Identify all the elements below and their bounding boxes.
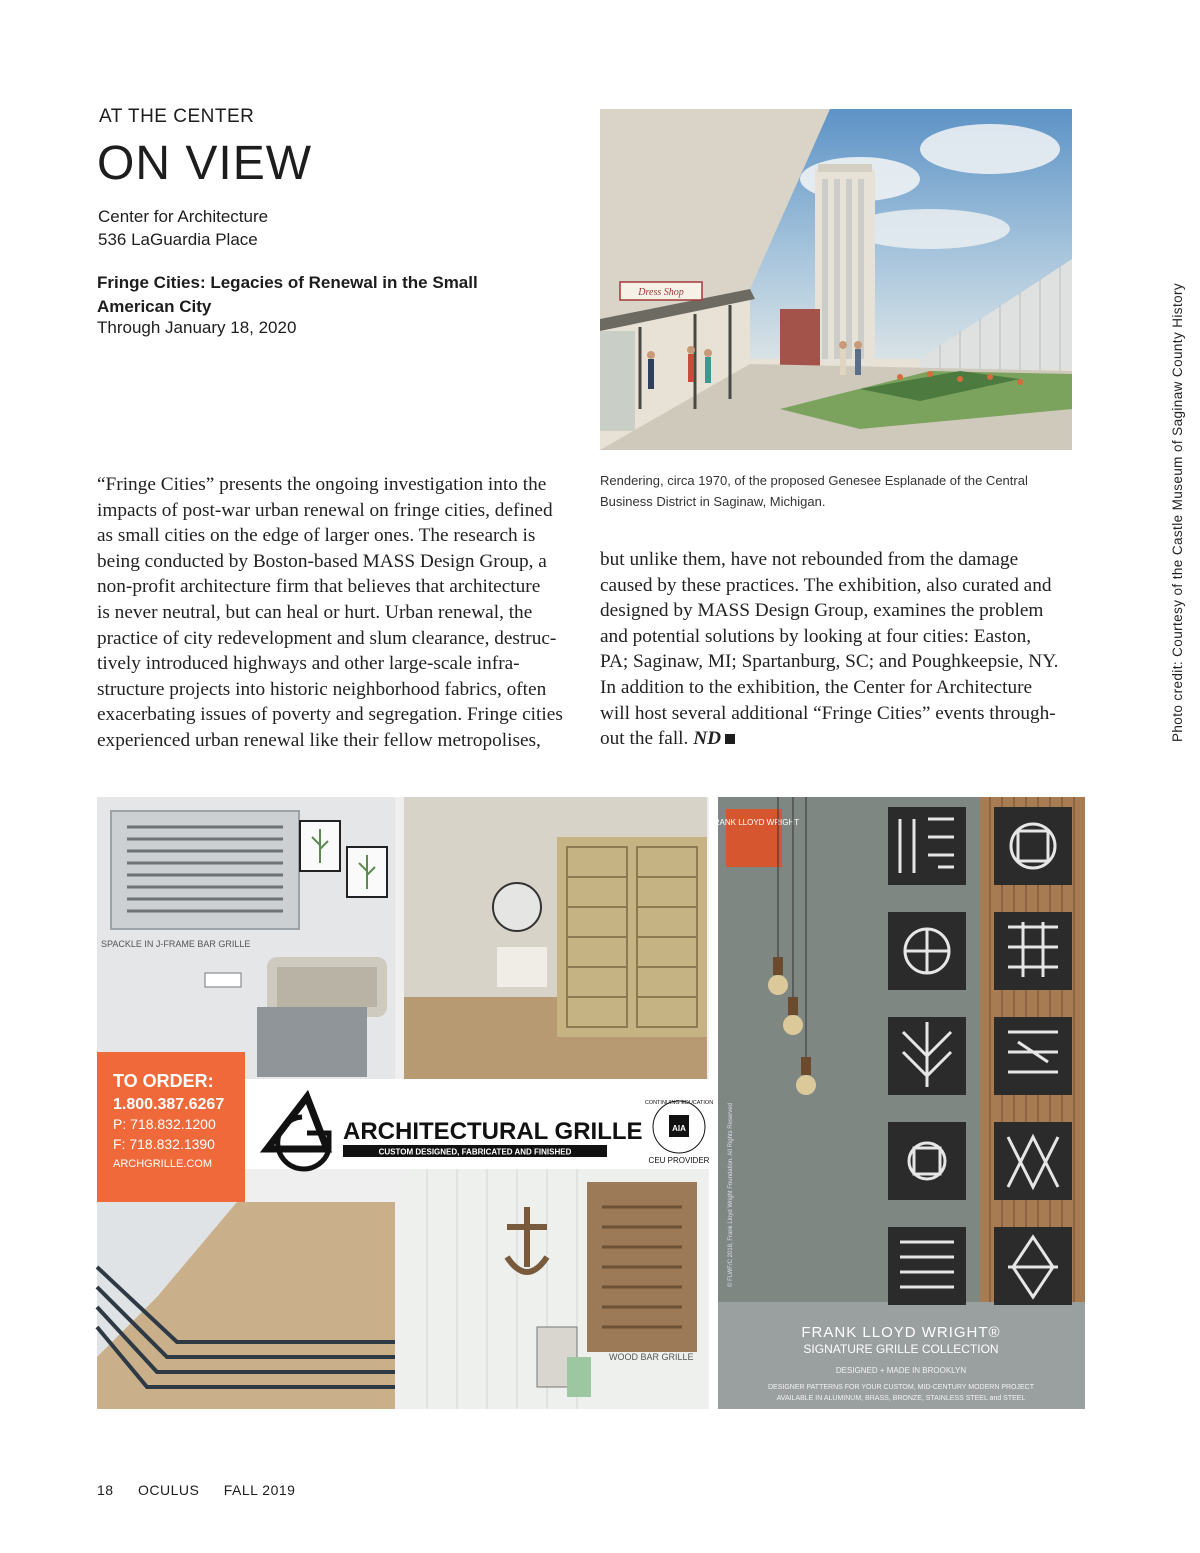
article-line: impacts of post-war urban renewal on fringe cities, defined [97, 499, 553, 521]
order-phone-main: 1.800.387.6267 [113, 1096, 225, 1113]
flw-grille-ad [708, 797, 1085, 1409]
wood-grille-label: WOOD BAR GRILLE [609, 1352, 694, 1362]
article-line: exacerbating issues of poverty and segregation. Fringe cities [97, 704, 563, 726]
rendering-photo [600, 109, 1072, 450]
venue-name: Center for Architecture [98, 207, 269, 226]
photo-credit: Photo credit: Courtesy of the Castle Museum of Saginaw County History [1170, 282, 1185, 742]
section-kicker: AT THE CENTER [99, 106, 255, 127]
brand-tagline: CUSTOM DESIGNED, FABRICATED AND FINISHED [378, 1147, 572, 1157]
exhibit-dates: Through January 18, 2020 [97, 318, 297, 337]
order-fax: F: 718.832.1390 [113, 1136, 215, 1152]
page-number: 18 [97, 1482, 114, 1498]
article-line: designed by MASS Design Group, examines the problem [600, 600, 1044, 622]
shop-sign-text: Dress Shop [638, 287, 684, 298]
article-line: structure projects into historic neighborhood fabrics, often [97, 678, 547, 700]
article-column-1 [97, 472, 567, 754]
flw-patterns-line: DESIGNER PATTERNS FOR YOUR CUSTOM, MID-CENTURY MODERN PROJECT [767, 1384, 1035, 1391]
flw-title: FRANK LLOYD WRIGHT® [801, 1324, 1001, 1341]
flw-subtitle: SIGNATURE GRILLE COLLECTION [803, 1342, 999, 1356]
article-line: as small cities on the edge of larger ones. The research is [97, 525, 536, 547]
ceu-provider-label: CEU PROVIDER [648, 1156, 710, 1165]
article-line: experienced urban renewal like their fellow metropolises, [97, 729, 541, 751]
page-footer [97, 1482, 315, 1498]
exhibit-title: Fringe Cities: Legacies of Renewal in the Small American City [97, 273, 478, 316]
article-line: will host several additional “Fringe Cities” events through- [600, 702, 1056, 724]
flw-logo-text: FRANK LLOYD WRIGHT [708, 818, 800, 827]
article-line: but unlike them, have not rebounded from the damage [600, 549, 1019, 570]
end-mark-icon [725, 734, 735, 744]
article-line: In addition to the exhibition, the Center for Architecture [600, 676, 1033, 698]
flw-copyright: © FLWF/C 2018, Frank Lloyd Wright Foundation. All Rights Reserved [728, 1103, 734, 1287]
aia-badge: AIA [672, 1124, 686, 1133]
order-title: TO ORDER: [113, 1071, 214, 1091]
article-line: “Fringe Cities” presents the ongoing investigation into the [97, 474, 547, 495]
article-line: caused by these practices. The exhibition, also curated and [600, 574, 1052, 596]
order-phone: P: 718.832.1200 [113, 1116, 216, 1132]
brand-name: ARCHITECTURAL GRILLE [343, 1118, 643, 1145]
flw-made-in: DESIGNED + MADE IN BROOKLYN [835, 1366, 967, 1375]
architectural-grille-ad [97, 797, 714, 1409]
ceu-ring-text: CONTINUING EDUCATION [644, 1100, 714, 1106]
order-website: ARCHGRILLE.COM [113, 1158, 213, 1170]
flw-materials-line: AVAILABLE IN ALUMINUM, BRASS, BRONZE, STAINLESS STEEL and STEEL [776, 1395, 1026, 1402]
spackle-grille-label: SPACKLE IN J-FRAME BAR GRILLE [101, 939, 251, 949]
article-line: and potential solutions by looking at four cities: Easton, [600, 625, 1032, 647]
article-line: practice of city redevelopment and slum clearance, destruc- [97, 627, 557, 649]
article-line: non-profit architecture firm that believes that architecture [97, 576, 541, 598]
article-line: PA; Saginaw, MI; Spartanburg, SC; and Poughkeepsie, NY. [600, 651, 1059, 673]
author-initials: ND [693, 728, 722, 750]
article-line: is never neutral, but can heal or hurt. Urban renewal, the [97, 601, 533, 623]
article-last-line [600, 726, 1070, 752]
venue-block [98, 205, 268, 251]
photo-caption: Rendering, circa 1970, of the proposed Genesee Esplanade of the Central Business District in Saginaw, Michigan. [600, 473, 1028, 509]
article-line: being conducted by Boston-based MASS Design Group, a [97, 550, 547, 572]
article-line: tively introduced highways and other large-scale infra- [97, 653, 520, 675]
article-line: out the fall. [600, 728, 689, 750]
magazine-name: OCULUS [137, 1482, 200, 1498]
issue-label: FALL 2019 [223, 1482, 296, 1498]
venue-address: 536 LaGuardia Place [98, 230, 258, 249]
page-title: ON VIEW [97, 137, 313, 190]
article-column-2 [600, 547, 1070, 752]
